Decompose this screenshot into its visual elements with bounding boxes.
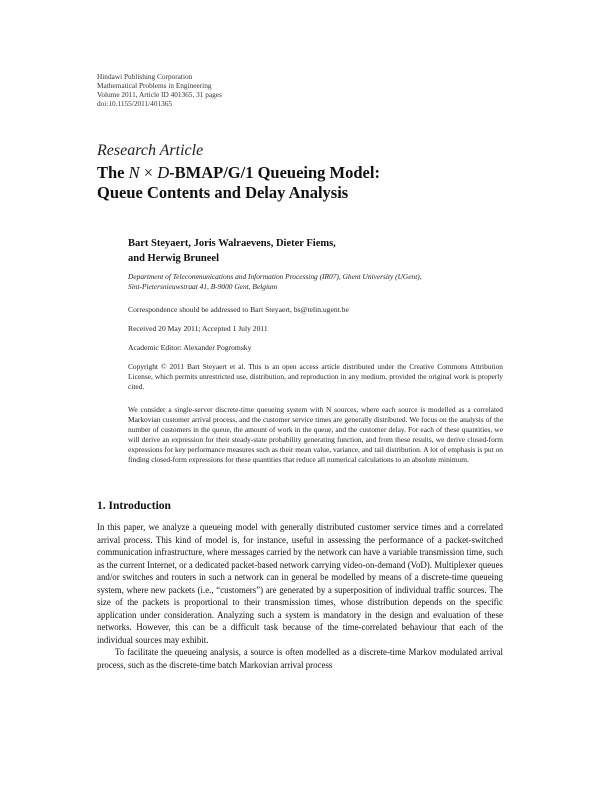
received-dates: Received 20 May 2011; Accepted 1 July 2011: [128, 324, 268, 333]
title-var-n: N: [128, 163, 140, 182]
paper-title: [97, 163, 380, 203]
affiliation-line-1: Department of Telecommunications and Information Processing (IR07), Ghent University (UGent),: [128, 272, 422, 281]
title-rest: -BMAP/G/1 Queueing Model:: [169, 163, 380, 182]
copyright-notice: Copyright © 2011 Bart Steyaert et al. This is an open access article distributed under the Creative Commons Attribution License, which permits unrestricted use, distribution, and reproduction in any medium, provided the original work is properly cited.: [128, 362, 503, 391]
paragraph-1: In this paper, we analyze a queueing model with generally distributed customer service times and a correlated arrival process. This kind of model is, for instance, useful in assessing the performance of a packet-switched communication infrastructure, where messages carried by the network can have a variable transmission time, such as the current Internet, or a dedicated packet-based network carrying video-on-demand (VoD). Multiplexer queues and/or switches and routers in such a network can in general be modelled by means of a discrete-time queueing system, where new packets (i.e., “customers”) are generated by a superposition of individual traffic sources. The size of the packets is proportional to their transmission times, whose distribution depends on the specific application under consideration. Analyzing such a system is mandatory in the design and evaluation of these networks. However, this can be a difficult task because of the time-correlated behaviour that each of the individual sources may exhibit.: [97, 522, 503, 645]
title-prefix: The: [97, 163, 129, 182]
correspondence: Correspondence should be addressed to Bart Steyaert, bs@telin.ugent.be: [128, 305, 349, 314]
affiliation-line-2: Sint-Pietersnieuwstraat 41, B-9000 Gent, Belgium: [128, 282, 278, 291]
title-var-d: D: [157, 163, 170, 182]
publisher-name: Hindawi Publishing Corporation: [97, 72, 193, 81]
article-type: Research Article: [97, 142, 204, 159]
section-heading: 1. Introduction: [97, 500, 171, 512]
body-text: [97, 521, 503, 672]
affiliation: [128, 272, 528, 292]
authors-line-2: and Herwig Bruneel: [128, 253, 219, 264]
title-line-1: [97, 163, 380, 183]
author-list: [128, 236, 468, 266]
title-line-2: Queue Contents and Delay Analysis: [97, 183, 349, 202]
doi: doi:10.1155/2011/401365: [97, 99, 173, 108]
academic-editor: Academic Editor: Alexander Pogromsky: [128, 343, 252, 352]
journal-masthead: [97, 72, 222, 108]
authors-line-1: Bart Steyaert, Joris Walraevens, Dieter Fiems,: [128, 238, 336, 249]
abstract: We consider a single-server discrete-time queueing system with N sources, where each source is modelled as a correlated Markovian customer arrival process, and the customer service times are generally distributed. We focus on the analysis of the number of customers in the queue, the amount of work in the queue, and the customer delay. For each of these quantities, we will derive an expression for their steady-state probability generating function, and from these results, we derive closed-form expressions for key performance measures such as their mean value, variance, and tail distribution. A lot of emphasis is put on finding closed-form expressions for these quantities that reduce all numerical calculations to an absolute minimum.: [128, 405, 503, 464]
title-times: ×: [139, 163, 158, 182]
paragraph-2: To facilitate the queueing analysis, a source is often modelled as a discrete-time Markov modulated arrival process, such as the discrete-time batch Markovian arrival process: [97, 647, 503, 671]
volume-info: Volume 2011, Article ID 401365, 31 pages: [97, 90, 222, 99]
journal-name: Mathematical Problems in Engineering: [97, 81, 212, 90]
